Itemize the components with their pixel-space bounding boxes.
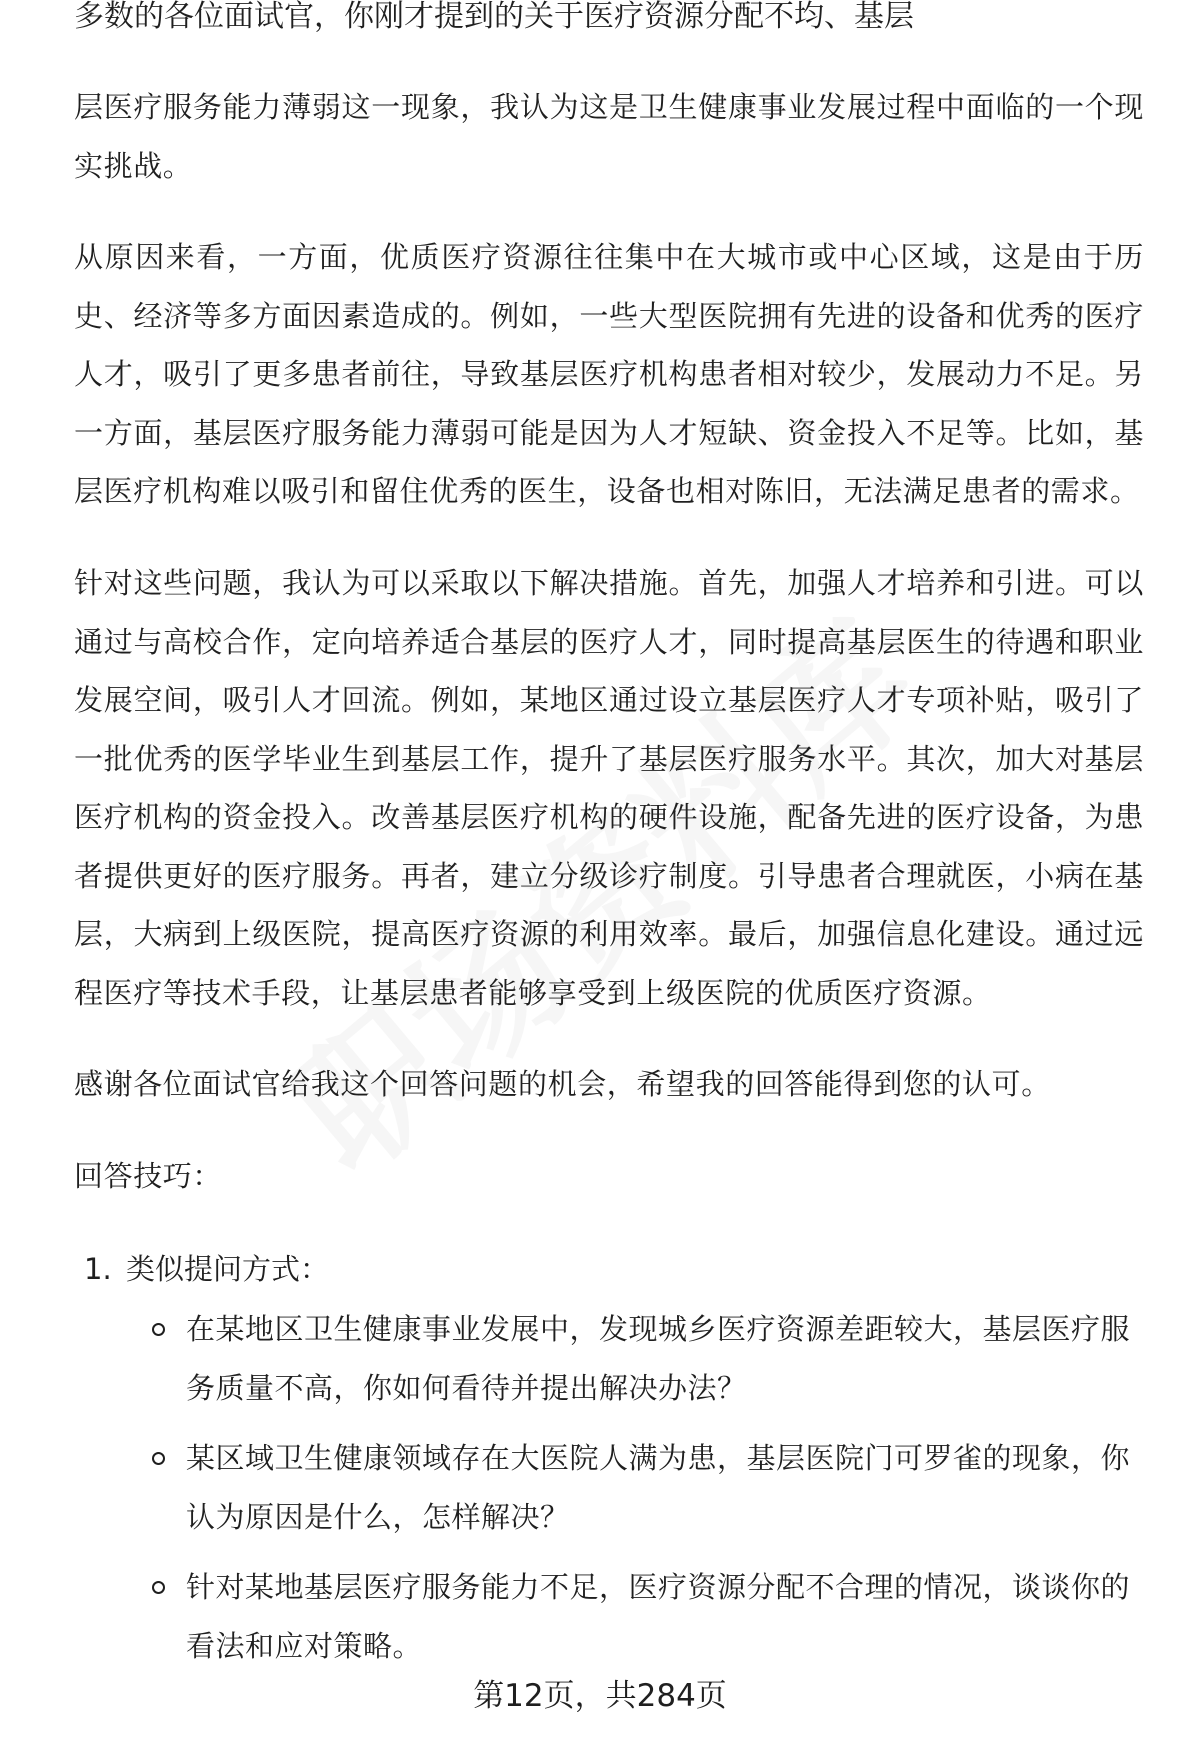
paragraph-4: 感谢各位面试官给我这个回答问题的机会，希望我的回答能得到您的认可。 [74,1067,1051,1101]
sub-list [150,1300,1140,1687]
list-item [150,1429,1140,1546]
list-item-text: 某区域卫生健康领域存在大医院人满为患，基层医院门可罗雀的现象，你认为原因是什么，怎样解决？ [186,1441,1131,1534]
list-title: 类似提问方式： [126,1252,330,1286]
cut-off-top-line [74,0,1144,58]
list-item-text: 在某地区卫生健康事业发展中，发现城乡医疗资源差距较大，基层医疗服务质量不高，你如何看待并提出解决办法？ [186,1312,1131,1405]
circle-bullet-icon [152,1323,165,1336]
list-item [150,1300,1140,1417]
page-footer: 第12页，共284页 [473,1678,727,1714]
cut-off-text: 多数的各位面试官，你刚才提到的关于医疗资源分配不均、基层 [74,0,914,34]
list-number: 1. [84,1252,112,1286]
numbered-list-item [84,1240,1124,1298]
circle-bullet-icon [152,1581,165,1594]
answer-tips-heading: 回答技巧： [74,1159,223,1193]
circle-bullet-icon [152,1452,165,1465]
list-item [150,1558,1140,1675]
list-item-text: 针对某地基层医疗服务能力不足，医疗资源分配不合理的情况，谈谈你的看法和应对策略。 [186,1570,1131,1663]
paragraph-1: 层医疗服务能力薄弱这一现象，我认为这是卫生健康事业发展过程中面临的一个现实挑战。 [74,90,1144,183]
paragraph-3: 针对这些问题，我认为可以采取以下解决措施。首先，加强人才培养和引进。可以通过与高校合作，定向培养适合基层的医疗人才，同时提高基层医生的待遇和职业发展空间，吸引人才回流。例如，某地区通过设立基层医疗人才专项补贴，吸引了一批优秀的医学毕业生到基层工作，提升了基层医疗服务水平。其次，加大对基层医疗机构的资金投入。改善基层医疗机构的硬件设施，配备先进的医疗设备，为患者提供更好的医疗服务。再者，建立分级诊疗制度。引导患者合理就医，小病在基层，大病到上级医院，提高医疗资源的利用效率。最后，加强信息化建设。通过远程医疗等技术手段，让基层患者能够享受到上级医院的优质医疗资源。 [74,566,1144,1010]
paragraph-2: 从原因来看，一方面，优质医疗资源往往集中在大城市或中心区域，这是由于历史、经济等多方面因素造成的。例如，一些大型医院拥有先进的设备和优秀的医疗人才，吸引了更多患者前往，导致基层医疗机构患者相对较少，发展动力不足。另一方面，基层医疗服务能力薄弱可能是因为人才短缺、资金投入不足等。比如，基层医疗机构难以吸引和留住优秀的医生，设备也相对陈旧，无法满足患者的需求。 [74,240,1144,508]
